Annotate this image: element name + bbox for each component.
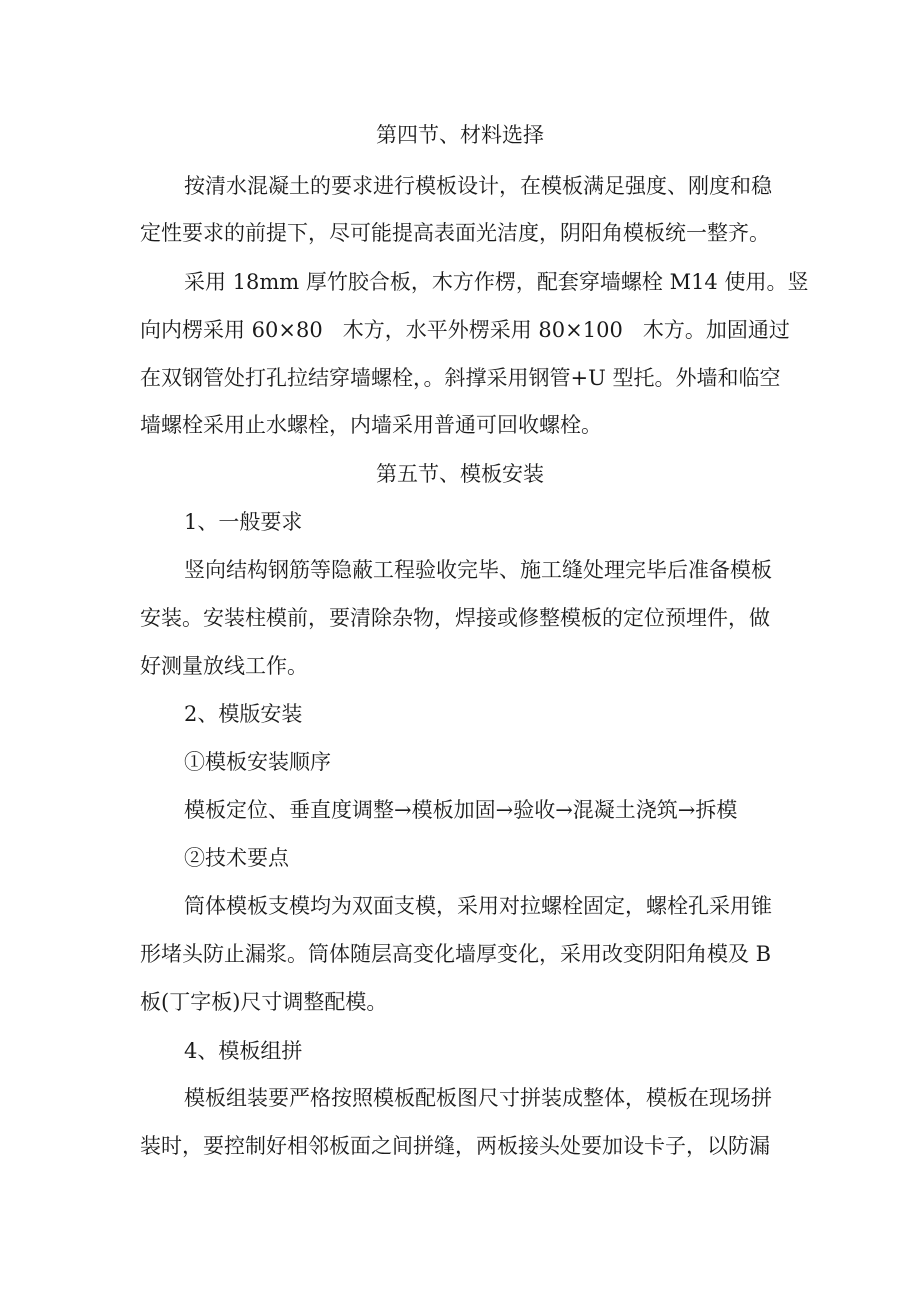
paragraph-3-line-2: 安装。安装柱模前，要清除杂物，焊接或修整模板的定位预埋件，做: [140, 606, 770, 630]
paragraph-2-line-2: 向内楞采用 60×80 木方，水平外楞采用 80×100 木方。加固通过: [140, 318, 790, 342]
paragraph-4-line-1: 筒体模板支模均为双面支模，采用对拉螺栓固定，螺栓孔采用锥: [184, 894, 772, 918]
paragraph-3-line-3: 好测量放线工作。: [140, 654, 308, 678]
paragraph-2-line-4: 墙螺栓采用止水螺栓，内墙采用普通可回收螺栓。: [140, 413, 602, 437]
paragraph-4-line-2: 形堵头防止漏浆。筒体随层高变化墙厚变化，采用改变阴阳角模及 B: [140, 942, 772, 966]
install-sequence: 模板定位、垂直度调整→模板加固→验收→混凝土浇筑→拆模: [184, 798, 738, 822]
paragraph-2-line-3: 在双钢管处打孔拉结穿墙螺栓，。斜撑采用钢管+U 型托。外墙和临空: [140, 366, 781, 390]
paragraph-4-line-3: 板(丁字板)尺寸调整配模。: [140, 990, 388, 1014]
paragraph-3-line-1: 竖向结构钢筋等隐蔽工程验收完毕、施工缝处理完毕后准备模板: [184, 558, 772, 582]
sub-1-heading: ①模板安装顺序: [184, 750, 331, 774]
paragraph-5-line-2: 装时，要控制好相邻板面之间拼缝，两板接头处要加设卡子，以防漏: [140, 1134, 770, 1158]
item-1-heading: 1、一般要求: [184, 510, 303, 534]
item-4-heading: 4、模板组拼: [184, 1039, 303, 1063]
paragraph-2-line-1: 采用 18mm 厚竹胶合板，木方作楞，配套穿墙螺栓 M14 使用。竖: [184, 270, 809, 294]
section-5-heading: 第五节、模板安装: [376, 462, 544, 486]
item-2-heading: 2、模版安装: [184, 702, 303, 726]
paragraph-1-line-1: 按清水混凝土的要求进行模板设计，在模板满足强度、刚度和稳: [184, 174, 772, 198]
sub-2-heading: ②技术要点: [184, 846, 289, 870]
section-4-heading: 第四节、材料选择: [376, 123, 544, 147]
paragraph-5-line-1: 模板组装要严格按照模板配板图尺寸拼装成整体，模板在现场拼: [184, 1086, 772, 1110]
paragraph-1-line-2: 定性要求的前提下，尽可能提高表面光洁度，阴阳角模板统一整齐。: [140, 221, 770, 245]
